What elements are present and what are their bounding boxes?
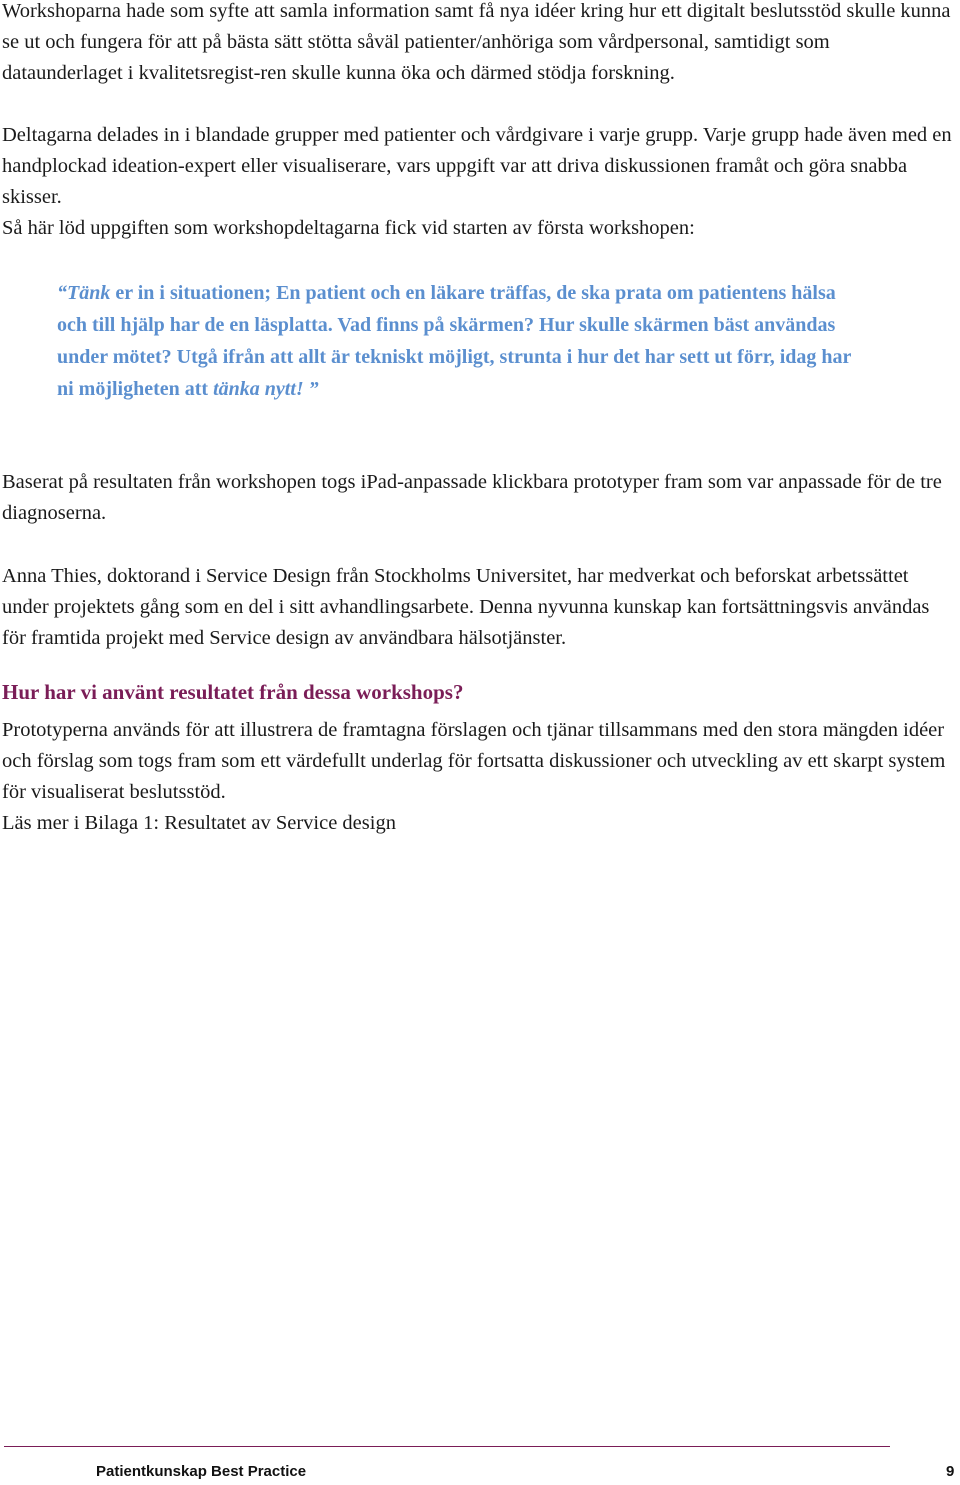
footer-divider xyxy=(4,1446,890,1447)
anna-thies-paragraph: Anna Thies, doktorand i Service Design från Stockholms Universitet, har medverkat och beforskat arbetssättet under projektets gång som en del i sitt avhandlingsarbete. Denna nyvunna kunskap kan fortsättningsvis användas för framtida projekt med Service design av användbara hälsotjänster. xyxy=(2,565,930,649)
quote-lead-word: Tänk xyxy=(67,282,111,304)
task-intro-paragraph: Så här löd uppgiften som workshopdeltagarna fick vid starten av första workshopen: xyxy=(2,217,695,239)
groups-paragraph: Deltagarna delades in i blandade grupper med patienter och vårdgivare i varje grupp. Varje grupp hade även med en handplockad ideation-expert eller visualiserare, vars uppgift var att driva diskussionen framåt och göra snabba skisser. xyxy=(2,124,952,208)
intro-paragraph: Workshoparna hade som syfte att samla information samt få nya idéer kring hur ett digitalt beslutsstöd skulle kunna se ut och fungera för att på bästa sätt stötta såväl patienter/anhöriga som vårdpersonal, samtidigt som dataunderlaget i kvalitetsregist-ren skulle kunna öka och därmed stödja forskning. xyxy=(2,0,951,84)
quote-close-mark: ” xyxy=(303,378,319,400)
basis-paragraph: Baserat på resultaten från workshopen togs iPad-anpassade klickbara prototyper fram som var anpassade för de tre diagnoserna. xyxy=(2,471,942,524)
footer-title: Patientkunskap Best Practice xyxy=(96,1463,307,1480)
page-number: 9 xyxy=(946,1463,955,1480)
quote-open-mark: “ xyxy=(57,282,67,304)
section-heading: Hur har vi använt resultatet från dessa workshops? xyxy=(2,680,464,704)
quote-body: er in i situationen; En patient och en läkare träffas, de ska prata om patientens hälsa och till hjälp har de en läsplatta. Vad finns på skärmen? Hur skulle skärmen bäst användas under mötet? Utgå ifrån att allt är tekniskt möjligt, strunta i hur det har sett ut förr, idag har ni möjligheten att xyxy=(57,282,852,400)
quote-tail: tänka nytt! xyxy=(213,378,304,400)
prototypes-paragraph: Prototyperna används för att illustrera de framtagna förslagen och tjänar tillsammans med den stora mängden idéer och förslag som togs fram som ett värdefullt underlag för fortsatta diskussioner och utveckling av ett skarpt system för visualiserat beslutsstöd. xyxy=(2,719,946,803)
read-more-line: Läs mer i Bilaga 1: Resultatet av Service design xyxy=(2,812,396,834)
workshop-task-quote xyxy=(57,277,857,405)
